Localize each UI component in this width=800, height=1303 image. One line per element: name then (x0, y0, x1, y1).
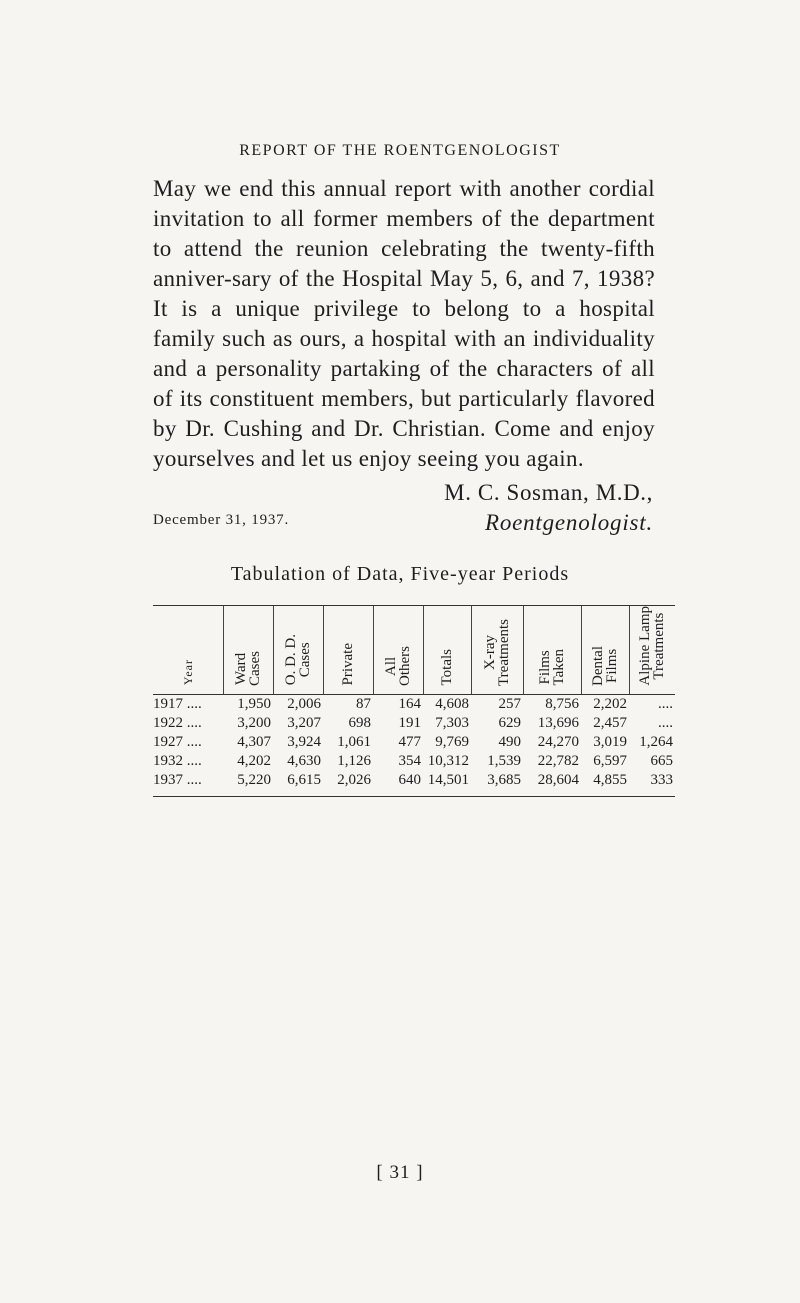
table-cell: 490 (498, 733, 521, 750)
table-cell: 4,855 (593, 771, 627, 788)
table-cell: 354 (398, 752, 421, 769)
column-header-label: Year (180, 659, 195, 686)
table-cell: 3,019 (593, 733, 627, 750)
column-header-label: Ward Cases (233, 650, 263, 686)
column-header-label: X-ray Treatments (482, 618, 512, 686)
table-row (153, 714, 675, 733)
table-cell: 6,615 (287, 771, 321, 788)
table-cell: 87 (356, 695, 371, 712)
column-header-label: O. D. D. Cases (283, 634, 313, 686)
column-header (423, 606, 471, 695)
column-header (273, 606, 323, 695)
table-cell: 7,303 (435, 714, 469, 731)
table-cell: 8,756 (545, 695, 579, 712)
column-header (523, 606, 581, 695)
table-cell: 1927 .... (153, 733, 202, 750)
table-cell: 9,769 (435, 733, 469, 750)
table-cell: 2,026 (337, 771, 371, 788)
column-header-label: Alpine Lamp Treatments (637, 606, 668, 686)
table-cell: 1,950 (237, 695, 271, 712)
column-header (373, 606, 423, 695)
table-cell: 1,264 (639, 733, 673, 750)
table-row (153, 694, 675, 714)
signature-title: Roentgenologist. (484, 510, 653, 535)
table-cell: 5,220 (237, 771, 271, 788)
table-cell: 477 (398, 733, 421, 750)
table-row (153, 752, 675, 771)
table-cell: 4,630 (287, 752, 321, 769)
report-date: December 31, 1937. (153, 512, 290, 528)
table-cell: 4,608 (435, 695, 469, 712)
column-header (223, 606, 273, 695)
table-cell: 13,696 (537, 714, 579, 731)
column-header (153, 606, 223, 695)
signature-name: M. C. Sosman, M.D., (444, 480, 653, 505)
table-cell: 1937 .... (153, 771, 202, 788)
table-cell: .... (658, 714, 673, 731)
column-header-label: Films Taken (537, 649, 567, 686)
table-cell: 3,924 (287, 733, 321, 750)
table-cell: 2,457 (593, 714, 627, 731)
page-number: [ 31 ] (376, 1162, 424, 1183)
table-cell: 1,539 (487, 752, 521, 769)
table-cell: 1,061 (337, 733, 371, 750)
table-cell: 3,685 (487, 771, 521, 788)
data-table (153, 605, 675, 797)
table-cell: 191 (398, 714, 421, 731)
table-cell: 1932 .... (153, 752, 202, 769)
table-cell: 2,202 (593, 695, 627, 712)
table-cell: 1922 .... (153, 714, 202, 731)
table-cell: 6,597 (593, 752, 627, 769)
column-header-label: Totals (439, 649, 455, 686)
table-cell: 28,604 (537, 771, 579, 788)
table-row (153, 733, 675, 752)
table-cell: .... (658, 695, 673, 712)
signature (444, 478, 653, 538)
table-cell: 10,312 (427, 752, 469, 769)
table-cell: 3,200 (237, 714, 271, 731)
table-cell: 14,501 (427, 771, 469, 788)
column-header (323, 606, 373, 695)
table-cell: 333 (650, 771, 673, 788)
table-cell: 1917 .... (153, 695, 202, 712)
table-cell: 164 (398, 695, 421, 712)
table-cell: 257 (498, 695, 521, 712)
column-header (629, 606, 675, 695)
table-cell: 640 (398, 771, 421, 788)
body-paragraph: May we end this annual report with another cordial invitation to all former members of the department to attend the reunion celebrating the twenty-fifth anniver-sary of the Hospital May 5, 6, and 7, 1938? It is a unique privilege to belong to a hospital family such as ours, a hospital with an individuality and a personality partaking of the characters of all of its constituent members, but particularly flavored by Dr. Cushing and Dr. Christian. Come and enjoy yourselves and let us enjoy seeing you again. (153, 176, 655, 471)
table-cell: 629 (498, 714, 521, 731)
column-header (471, 606, 523, 695)
table-row (153, 771, 675, 797)
table-cell: 3,207 (287, 714, 321, 731)
table-cell: 2,006 (287, 695, 321, 712)
table-cell: 1,126 (337, 752, 371, 769)
column-header-label: Private (340, 643, 356, 686)
table-cell: 22,782 (537, 752, 579, 769)
running-head: REPORT OF THE ROENTGENOLOGIST (239, 142, 561, 159)
column-header-label: All Others (383, 645, 413, 686)
table-cell: 4,202 (237, 752, 271, 769)
table-cell: 4,307 (237, 733, 271, 750)
column-header (581, 606, 629, 695)
table-cell: 24,270 (537, 733, 579, 750)
table-title: Tabulation of Data, Five-year Periods (230, 563, 570, 585)
column-header-label: Dental Films (590, 645, 620, 686)
table-cell: 665 (650, 752, 673, 769)
table-cell: 698 (348, 714, 371, 731)
table-header-row (153, 606, 675, 695)
